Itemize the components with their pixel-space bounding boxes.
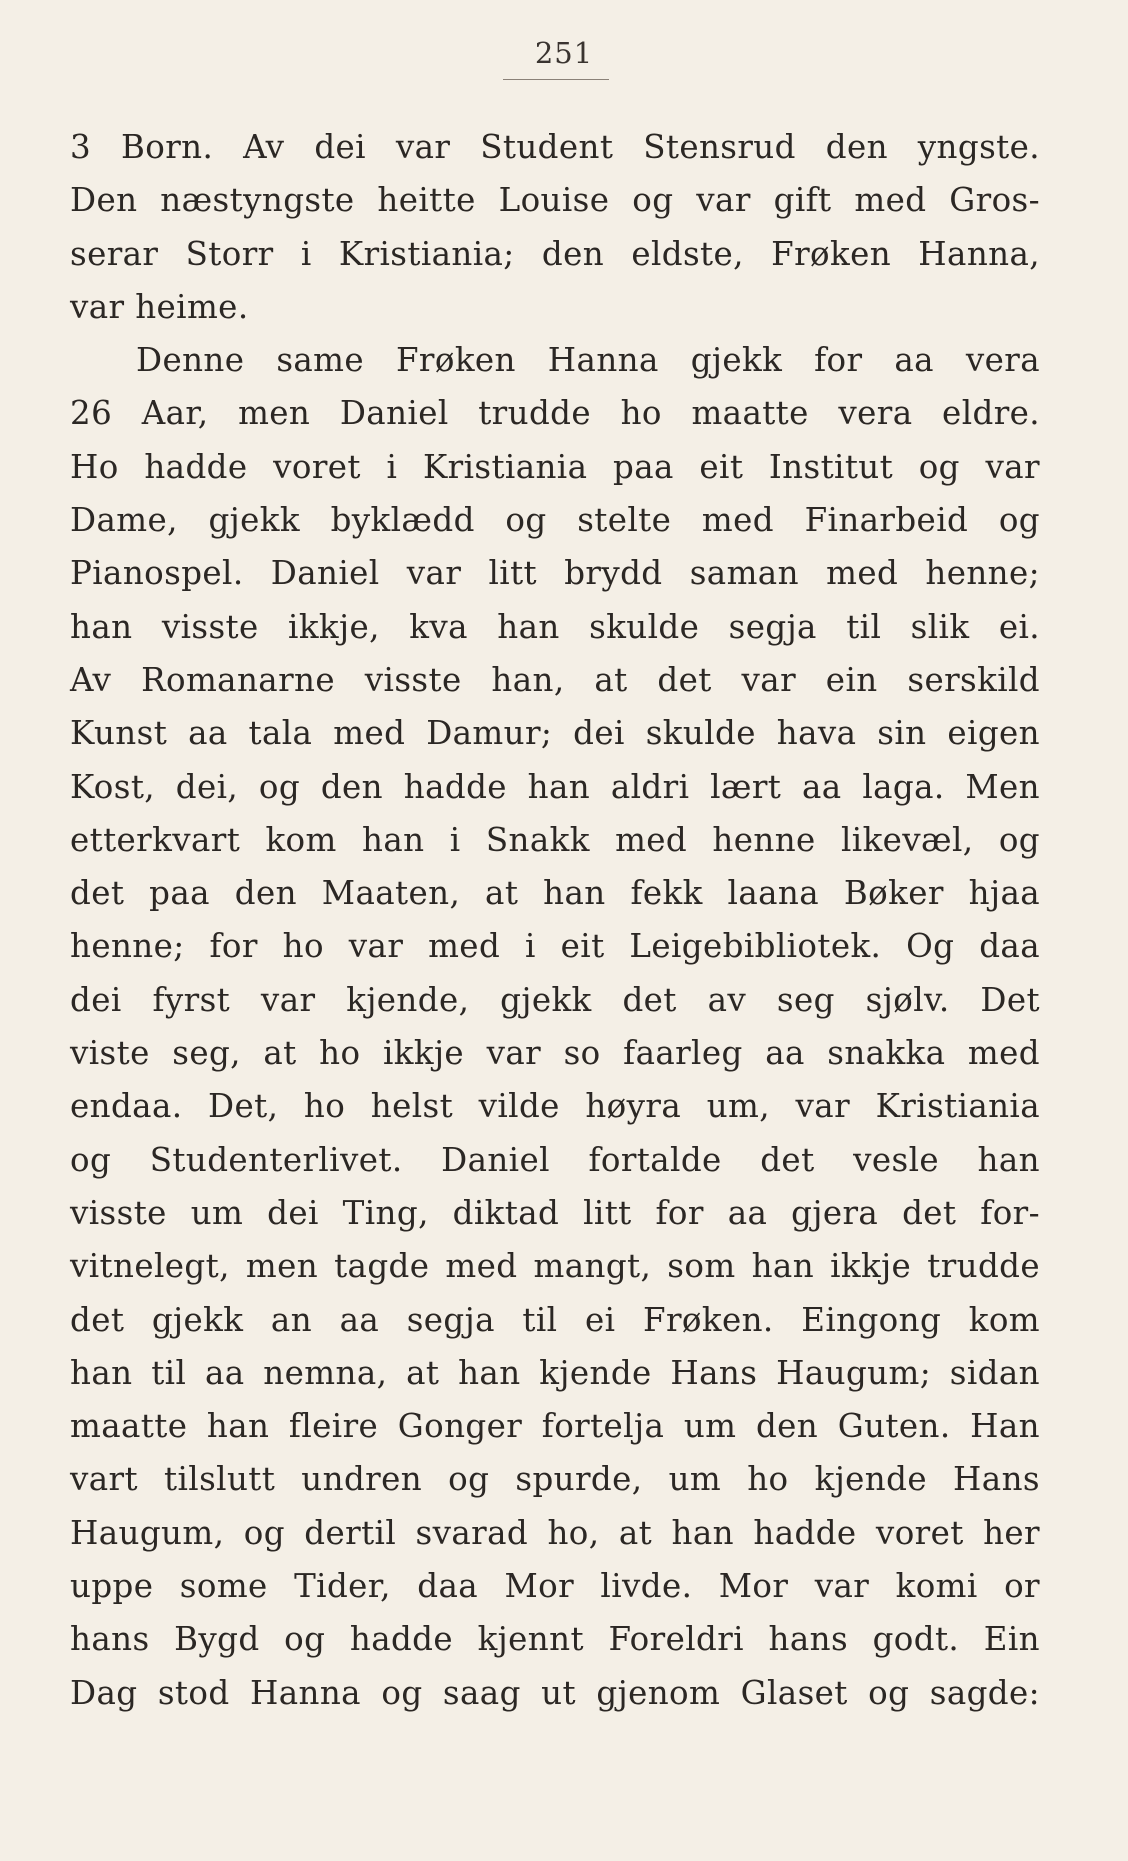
text-line: Kunst aa tala med Damur; dei skulde hava sin eigen — [70, 714, 1040, 753]
text-line: 26 Aar, men Daniel trudde ho maatte vera eldre. — [70, 394, 1040, 433]
paragraph-start-line: Denne same Frøken Hanna gjekk for aa vera — [136, 341, 1040, 380]
text-line: Ho hadde voret i Kristiania paa eit Institut og var — [70, 447, 1040, 486]
text-line: var heime. — [70, 287, 249, 326]
text-line: henne; for ho var med i eit Leigebibliotek. Og daa — [70, 927, 1040, 966]
text-line: han visste ikkje, kva han skulde segja til slik ei. — [70, 607, 1040, 646]
text-line: vart tilslutt undren og spurde, um ho kjende Hans — [70, 1460, 1040, 1499]
text-line: Dag stod Hanna og saag ut gjenom Glaset og sagde: — [70, 1673, 1040, 1712]
text-line: Haugum, og dertil svarad ho, at han hadde voret her — [70, 1513, 1040, 1552]
text-line: endaa. Det, ho helst vilde høyra um, var Kristiania — [70, 1087, 1040, 1126]
text-line: han til aa nemna, at han kjende Hans Haugum; sidan — [70, 1353, 1040, 1392]
text-line: Kost, dei, og den hadde han aldri lært aa laga. Men — [70, 767, 1040, 806]
text-line: 3 Born. Av dei var Student Stensrud den yngste. — [70, 128, 1040, 166]
text-line: etterkvart kom han i Snakk med henne likevæl, og — [70, 820, 1040, 859]
text-line: det paa den Maaten, at han fekk laana Bøker hjaa — [70, 874, 1040, 913]
text-line: vitnelegt, men tagde med mangt, som han ikkje trudde — [70, 1247, 1040, 1286]
text-line: Den næstyngste heitte Louise og var gift med Gros- — [70, 181, 1040, 220]
text-line: visste um dei Ting, diktad litt for aa gjera det for- — [70, 1193, 1040, 1232]
header-rule — [503, 79, 609, 80]
text-line: Av Romanarne visste han, at det var ein serskild — [70, 660, 1040, 699]
text-line: det gjekk an aa segja til ei Frøken. Eingong kom — [70, 1300, 1040, 1339]
page-number: 251 — [534, 36, 594, 70]
text-line: Dame, gjekk byklædd og stelte med Finarbeid og — [70, 501, 1040, 540]
text-line: serar Storr i Kristiania; den eldste, Frøken Hanna, — [70, 234, 1040, 273]
text-line: maatte han fleire Gonger fortelja um den Guten. Han — [70, 1407, 1040, 1446]
text-line: og Studenterlivet. Daniel fortalde det vesle han — [70, 1140, 1040, 1179]
text-line: uppe some Tider, daa Mor livde. Mor var komi or — [70, 1567, 1040, 1606]
text-line: Pianospel. Daniel var litt brydd saman med henne; — [70, 554, 1040, 593]
text-line: dei fyrst var kjende, gjekk det av seg sjølv. Det — [70, 980, 1040, 1019]
body-text — [70, 121, 1040, 1720]
text-line: hans Bygd og hadde kjennt Foreldri hans godt. Ein — [70, 1620, 1040, 1659]
text-line: viste seg, at ho ikkje var so faarleg aa snakka med — [70, 1034, 1040, 1073]
